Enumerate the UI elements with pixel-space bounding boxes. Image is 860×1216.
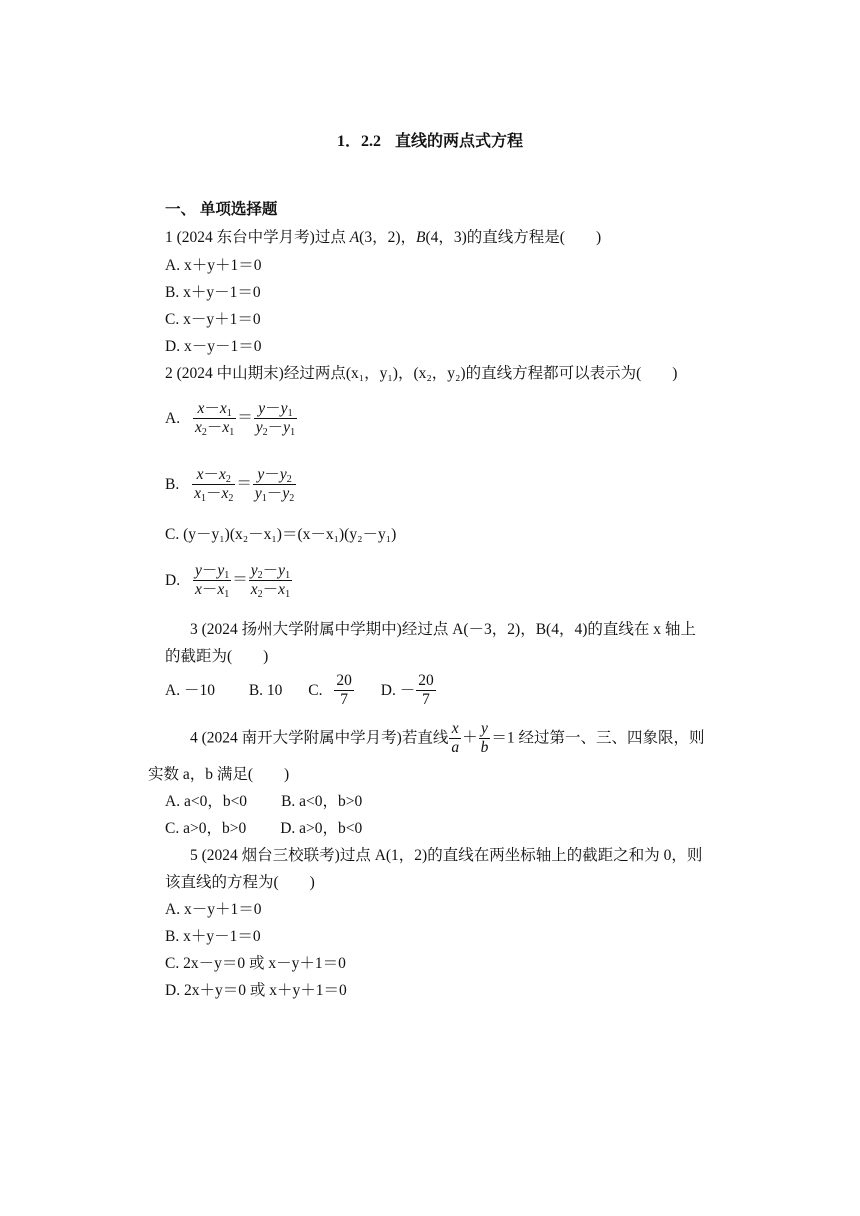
question-3-stem-line1: 3 (2024 扬州大学附属中学期中)经过点 A(－3，2)，B(4，4)的直线在 x 轴上 (190, 621, 696, 638)
q1-stem-rest2: (4，3)的直线方程是( ) (425, 229, 602, 246)
q5-option-b[interactable]: B. x＋y－1＝0 (165, 928, 261, 945)
section-heading: 一、 单项选择题 (165, 201, 278, 218)
section-number: 1．2.2 (336, 133, 381, 150)
q2-option-d-label: D. (165, 571, 181, 589)
q3-option-c[interactable] (308, 672, 355, 709)
q4-stem-prefix: 4 (2024 南开大学附属中学月考)若直线 (190, 729, 449, 747)
q4-option-c[interactable]: C. a>0，b>0 (165, 820, 247, 837)
q3-option-c-fraction (334, 672, 354, 709)
q2-option-c[interactable]: C. (y－y₁)(x₂－x₁)＝(x－x₁)(y₂－y₁) (165, 526, 397, 543)
q2-option-b-formula: $\frac{x-x_2}{x_1-x_2}$ ＝ $\frac{y-y_2}{y_1-y_2}$ (194, 466, 295, 504)
question-4-stem-line2: 实数 a，b 满足( ) (148, 766, 290, 783)
q5-option-c[interactable]: C. 2x－y＝0 或 x－y＋1＝0 (165, 955, 346, 972)
q4-stem-suffix: ＝1 经过第一、三、四象限，则 (491, 729, 705, 747)
q2-option-d-formula: $\frac{y-y_1}{x-x_1}$ ＝ $\frac{y_2-y_1}{x_2-x_1}$ (194, 562, 291, 600)
page-title (0, 128, 860, 151)
q3-option-d-den: 7 (422, 691, 430, 708)
q1-option-a[interactable]: A. x＋y＋1＝0 (165, 257, 262, 274)
question-1-stem: 1 (2024 东台中学月考)过点 A(3，2)，B(4，3)的直线方程是( ) (165, 229, 602, 246)
q2-option-d[interactable] (165, 562, 293, 599)
q3-option-c-num: 20 (336, 672, 352, 689)
q2-option-b[interactable] (165, 466, 297, 503)
question-4-stem-line1: 4 (2024 南开大学附属中学月考)若直线 $\frac{x}{a}$ ＋ $\frac{y}{b}$ ＝1 经过第一、三、四象限，则 (190, 720, 705, 756)
q4-options-row1 (165, 792, 362, 812)
q2-option-a-label: A. (165, 409, 181, 427)
q4-option-a[interactable]: A. a<0，b<0 (165, 793, 248, 810)
q3-option-c-den: 7 (340, 691, 349, 708)
q3-options (165, 672, 437, 709)
q4-fraction-y-b: $\frac{y}{b}$ (480, 720, 489, 756)
q5-option-d[interactable]: D. 2x＋y＝0 或 x＋y＋1＝0 (165, 982, 347, 999)
q2-option-a-formula: $\frac{x-x_1}{x_2-x_1}$ ＝ $\frac{y-y_1}{y_2-y_1}$ (194, 400, 296, 438)
q1-stem-prefix: 1 (2024 东台中学月考)过点 (165, 229, 350, 246)
question-2-stem: 2 (2024 中山期末)经过两点(x₁，y₁)，(x₂，y₂)的直线方程都可以表示为( ) (165, 365, 678, 382)
question-5-stem-line2: 该直线的方程为( ) (165, 874, 315, 891)
q3-option-a[interactable]: A. －10 (165, 681, 215, 699)
q1-option-c[interactable]: C. x－y＋1＝0 (165, 311, 261, 328)
q2-option-a[interactable] (165, 400, 298, 437)
q1-option-b[interactable]: B. x＋y－1＝0 (165, 284, 261, 301)
q3-option-d-num: 20 (418, 672, 434, 689)
q3-option-b[interactable]: B. 10 (248, 681, 283, 699)
q4-fraction-x-a: $\frac{x}{a}$ (451, 720, 460, 756)
q3-option-c-label: C. (308, 681, 323, 699)
q1-stem-rest: (3，2)， (359, 229, 416, 246)
q3-option-d-label: D. － (380, 681, 416, 699)
title-text: 直线的两点式方程 (395, 133, 524, 150)
q3-option-d[interactable] (381, 672, 437, 709)
q2-option-b-label: B. (165, 475, 180, 493)
q1-option-d[interactable]: D. x－y－1＝0 (165, 338, 262, 355)
question-3-stem-line2: 的截距为( ) (165, 648, 269, 665)
q3-option-d-fraction (416, 672, 436, 709)
q4-option-d[interactable]: D. a>0，b<0 (280, 820, 363, 837)
q4-option-b[interactable]: B. a<0，b>0 (281, 793, 363, 810)
question-5-stem-line1: 5 (2024 烟台三校联考)过点 A(1，2)的直线在两坐标轴上的截距之和为 0，则 (190, 847, 703, 864)
q4-options-row2 (165, 819, 362, 839)
q5-option-a[interactable]: A. x－y＋1＝0 (165, 901, 262, 918)
